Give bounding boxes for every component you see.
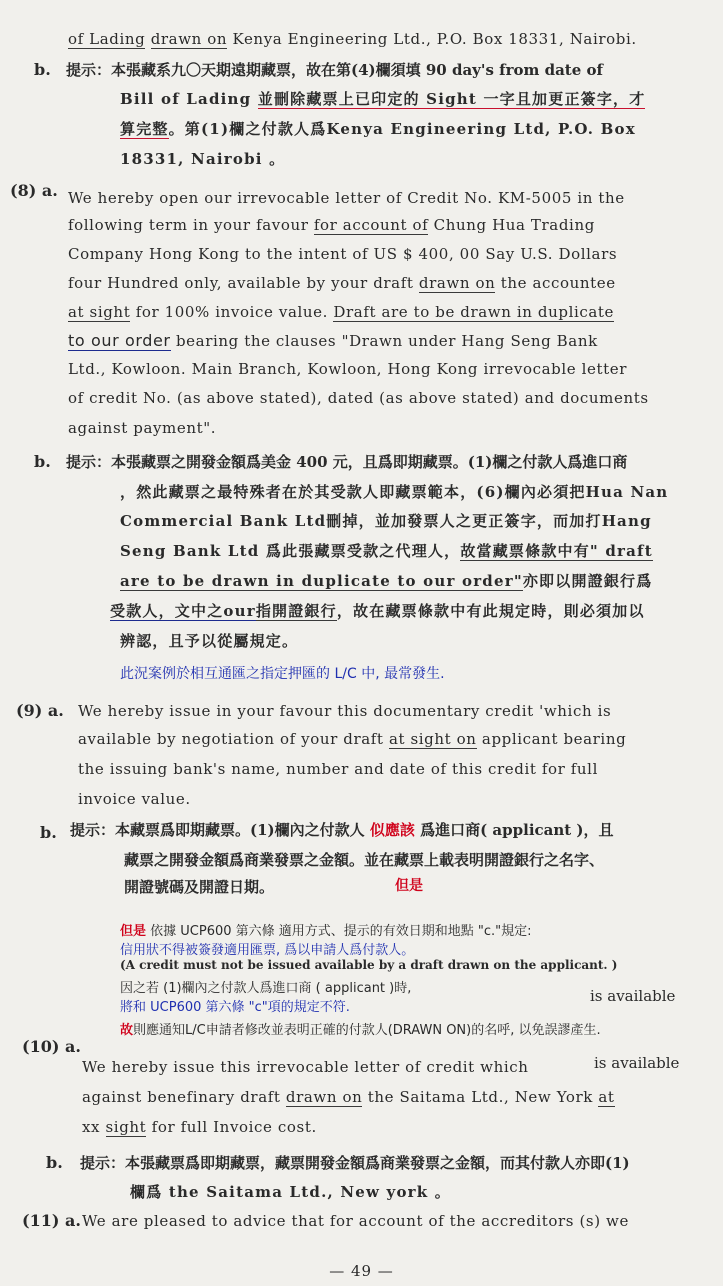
s8a-line-2: following term in your favour for account of Chung Hua Trading — [68, 216, 595, 234]
s10a-line-3: xx sight for full Invoice cost. — [82, 1118, 317, 1136]
note2-line-5: 將和 UCP600 第六條 "c"項的規定不符. — [120, 1000, 350, 1015]
s11a-label: (11) a. — [22, 1211, 81, 1230]
s7b-line-2: Bill of Lading 並刪除藏票上已印定的 Sight 一字且加更正簽字，才 — [120, 90, 646, 108]
of-lading-underlined: of Lading — [68, 30, 146, 48]
s8b-line-2: ，然此藏票之最特殊者在於其受款人即藏票範本，(6)欄內必須把Hua Nan — [120, 483, 669, 501]
note2-line-2: 信用狀不得被簽發適用匯票, 爲以申請人爲付款人。 — [120, 943, 415, 958]
s8b-line-7: 辨認，且予以從屬規定。 — [120, 632, 299, 650]
note2-line-6: 故則應通知L/C申請者修改並表明正確的付款人(DRAWN ON)的名呼, 以免誤謬產生. — [120, 1023, 601, 1038]
s7b-line-4: 18331, Nairobi 。 — [120, 150, 286, 168]
s9b-line-2: 藏票之開發金額爲商業發票之金額。並在藏票上載表明開證銀行之名字、 — [124, 851, 605, 869]
s9a-line-1: We hereby issue in your favour this documentary credit 'which is — [78, 702, 612, 720]
s8a-line-3: Company Hong Kong to the intent of US $ 400, 00 Say U.S. Dollars — [68, 245, 618, 263]
s9b-line-1: 提示：本藏票爲即期藏票。(1)欄內之付款人 似應該 爲進口商( applicant )，且 — [70, 821, 614, 839]
s8a-line-8: of credit No. (as above stated), dated (as above stated) and documents — [68, 389, 649, 407]
s7b-red-underline-2: 算完整 — [120, 120, 169, 138]
s8b-label: b. — [34, 452, 51, 471]
s7a-tail-line: of Lading drawn on Kenya Engineering Ltd., P.O. Box 18331, Nairobi. — [68, 30, 637, 48]
s10b-line-1: 提示：本張藏票爲即期藏票，藏票開發金額爲商業發票之金額，而其付款人亦即(1) — [80, 1154, 630, 1172]
s10b-line-2: 欄爲 the Saitama Ltd., New york 。 — [130, 1183, 451, 1201]
s7b-label: b. — [34, 60, 51, 79]
to-our-order-underlined: to our order — [68, 331, 171, 350]
s8a-line-4: four Hundred only, available by your draft drawn on the accountee — [68, 274, 616, 292]
s10a-is-available: is available — [594, 1054, 680, 1072]
s10a-label: (10) a. — [22, 1037, 81, 1056]
s8b-line-3: Commercial Bank Ltd刪掉，並加發票人之更正簽字，而加打Hang — [120, 512, 652, 530]
s8a-line-6: to our order bearing the clauses "Drawn under Hang Seng Bank — [68, 331, 598, 350]
s8b-line-1: 提示：本張藏票之開發金額爲美金 400 元，且爲即期藏票。(1)欄之付款人爲進口商 — [66, 453, 628, 471]
note2-is-available: is available — [590, 987, 676, 1005]
drawn-on-underlined: drawn on — [150, 30, 228, 48]
s9a-label: (9) a. — [16, 701, 64, 720]
s9a-line-2: available by negotiation of your draft at sight on applicant bearing — [78, 730, 627, 748]
s11a-line-1: We are pleased to advice that for account of the accreditors (s) we — [82, 1212, 629, 1230]
s8b-line-4: Seng Bank Ltd 爲此張藏票受款之代理人，故當藏票條款中有" draft — [120, 542, 653, 560]
s10b-label: b. — [46, 1153, 63, 1172]
draft-duplicate-underlined: Draft are to be drawn in duplicate — [333, 303, 615, 321]
note2-line-4: 因之若 (1)欄內之付款人爲進口商 ( applicant )時, — [120, 981, 412, 996]
red-but: 但是 — [395, 878, 423, 894]
s7b-line-1: 提示：本張藏系九〇天期遠期藏票，故在第(4)欄須填 90 day's from date of — [66, 61, 603, 79]
s9a-line-3: the issuing bank's name, number and date of this credit for full — [78, 760, 598, 778]
s8a-line-1: We hereby open our irrevocable letter of Credit No. KM-5005 in the — [68, 189, 625, 207]
s8a-line-5: at sight for 100% invoice value. Draft are to be drawn in duplicate — [68, 303, 615, 321]
s8b-blue-underline: 受款人，文中之our — [110, 602, 256, 620]
s7b-red-underline-1: 並刪除藏票上已印定的 Sight 一字且加更正簽字，才 — [257, 90, 646, 108]
s9a-line-4: invoice value. — [78, 790, 191, 808]
s9b-label: b. — [40, 823, 57, 842]
note2-line-3: (A credit must not be issued available by a draft drawn on the applicant. ) — [120, 958, 618, 972]
s8a-line-7: Ltd., Kowloon. Main Branch, Kowloon, Hong Kong irrevocable letter — [68, 360, 627, 378]
s10a-line-1: We hereby issue this irrevocable letter of credit which — [82, 1058, 529, 1076]
note-blue-1: 此況案例於相互通匯之指定押匯的 L/C 中, 最常發生. — [120, 666, 445, 682]
s7b-line-3: 算完整。第(1)欄之付款人爲Kenya Engineering Ltd, P.O. Box — [120, 120, 636, 138]
page-number: — 49 — — [329, 1262, 394, 1280]
s8b-line-5: are to be drawn in duplicate to our order"亦即以開證銀行爲 — [120, 572, 653, 590]
s8a-label: (8) a. — [10, 181, 58, 200]
note2-line-1: 但是 依據 UCP600 第六條 適用方式、提示的有效日期和地點 "c."規定: — [120, 924, 532, 939]
s9b-line-3: 開證號碼及開證日期。 — [124, 878, 275, 896]
s8a-line-9: against payment". — [68, 419, 217, 437]
s8b-line-6: 受款人，文中之our指開證銀行，故在藏票條款中有此規定時，則必須加以 — [110, 602, 645, 620]
red-should-be: 似應該 — [369, 821, 415, 839]
s10a-line-2: against benefinary draft drawn on the Saitama Ltd., New York at — [82, 1088, 615, 1106]
